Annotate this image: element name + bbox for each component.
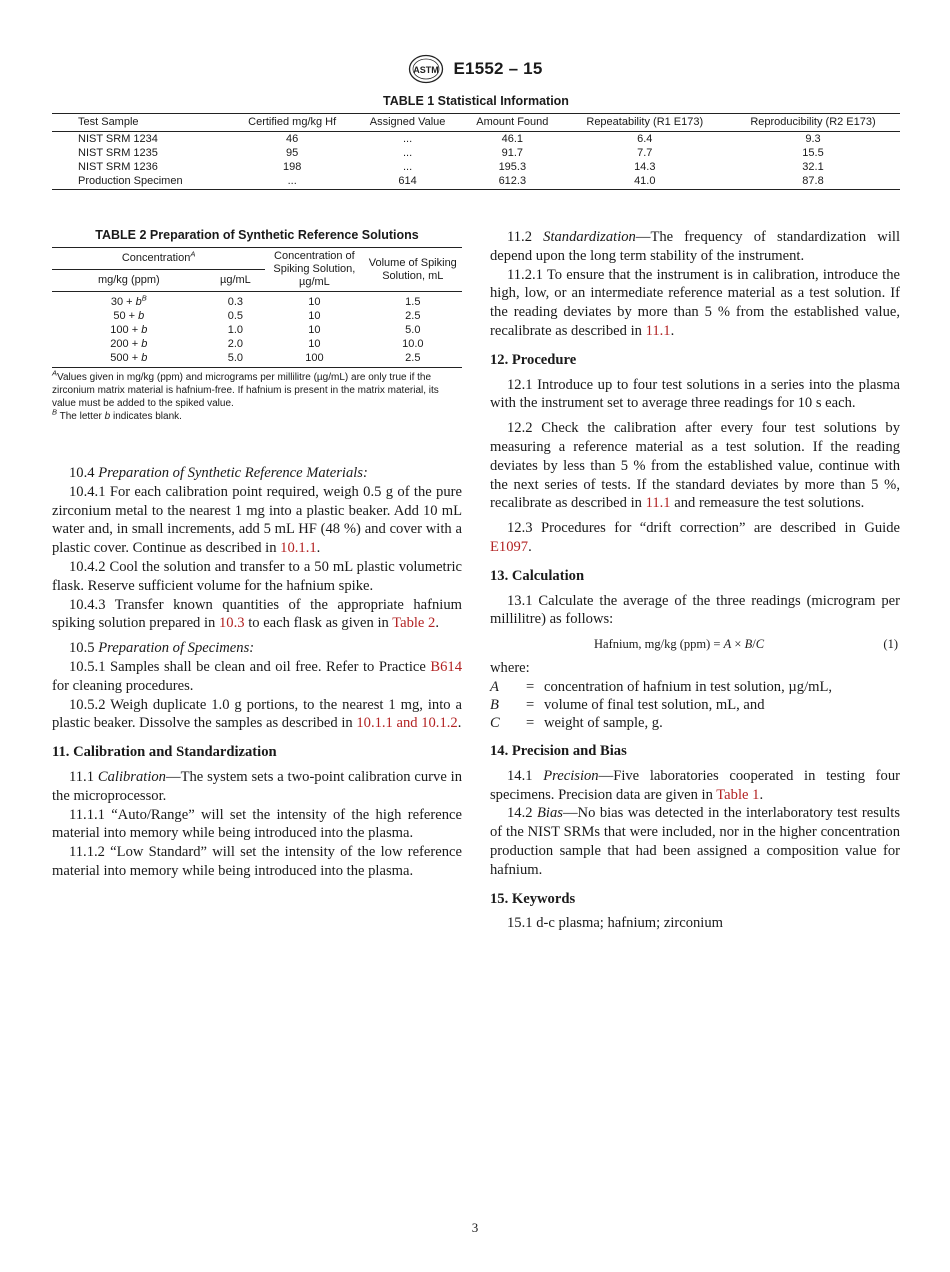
heading-12: 12. Procedure — [490, 351, 577, 368]
section-10-4-1: 10.4.1 For each calibration point required, weigh 0.5 g of the pure zirconium metal to the nearest 1 mg into a plastic beaker. Add 10 mL water and, in small increments, add 5 mL HF (48 %) and cover with a plastic cover. Continue as described in 10.1.1. — [52, 483, 462, 557]
table-cell: 9.3 — [805, 133, 821, 145]
definition-row — [490, 714, 900, 732]
table-cell: 95 — [286, 147, 299, 159]
table-cell: 200 + b — [110, 338, 148, 350]
section-12-2: 12.2 Check the calibration after every four test solutions by measuring a reference material as a test solution. If the reading deviates by less than 5 % from the established value, continue with the next series of tests. If the standard deviates by more than 5 %, recalibrate as described in 11.1 and remeasure the test solutions. — [490, 420, 900, 512]
table-1-header: Repeatability (R1 E173) — [564, 114, 726, 132]
section-10-5-2: 10.5.2 Weigh duplicate 1.0 g portions, to the nearest 1 mg, into a plastic beaker. Dissolve the samples as described in 10.1.1 and 10.1.2. — [52, 696, 462, 732]
ref-e1097-link[interactable]: E1097 — [490, 538, 529, 555]
table-cell: 91.7 — [501, 147, 524, 159]
table-cell: NIST SRM 1236 — [78, 161, 158, 173]
table-cell: 198 — [282, 161, 302, 173]
table-cell: 100 — [265, 351, 363, 368]
definition-symbol: B — [490, 696, 499, 713]
section-11-2-1: 11.2.1 To ensure that the instrument is in calibration, introduce the high, low, or an intermediate reference material as a test solution. If the reading deviates by more than 5 % from the established value, recalibrate as described in 11.1. — [490, 266, 900, 339]
ref-table-1-link[interactable]: Table 1 — [716, 786, 760, 803]
section-11-1-1: 11.1.1 “Auto/Range” will set the intensity of the high reference material into memory while being introduced into the plasma. — [52, 806, 462, 842]
table-cell: NIST SRM 1235 — [78, 147, 158, 159]
document-id: E1552 – 15 — [453, 59, 543, 78]
definition-equals: = — [526, 714, 535, 731]
table-1 — [52, 94, 900, 190]
section-11-1-2: 11.1.2 “Low Standard” will set the intensity of the low reference material into memory while being introduced into the plasma. — [52, 844, 462, 879]
table-cell: 10.0 — [402, 338, 424, 350]
ref-10-1-1-and-10-1-2-link[interactable]: 10.1.1 and 10.1.2 — [356, 715, 458, 732]
section-12-3: 12.3 Procedures for “drift correction” are described in Guide E1097. — [490, 520, 900, 555]
table-cell: 32.1 — [802, 161, 824, 173]
table-cell: 50 + b — [113, 310, 145, 322]
table-row — [52, 337, 462, 351]
table-cell: 14.3 — [634, 161, 656, 173]
heading-13: 13. Calculation — [490, 567, 585, 584]
table-1-header: Reproducibility (R2 E173) — [726, 114, 900, 132]
table-1-header: Assigned Value — [354, 114, 461, 132]
section-14-1: 14.1 Precision—Five laboratories cooperated in testing four specimens. Precision data are given in Table 1. — [490, 767, 900, 803]
table-cell: 10 — [308, 296, 321, 308]
definition-equals: = — [526, 696, 535, 713]
section-12-1: 12.1 Introduce up to four test solutions in a series into the plasma with the instrument set to average three readings for 10 s each. — [490, 376, 900, 412]
table-cell: $30 + b^B$ — [110, 293, 147, 308]
table-cell: 195.3 — [498, 161, 527, 173]
section-10-4-3: 10.4.3 Transfer known quantities of the appropriate hafnium spiking solution prepared in 10.3 to each flask as given in Table 2. — [52, 596, 462, 632]
table-row — [52, 323, 462, 337]
section-14-2: 14.2 Bias—No bias was detected in the interlaboratory test results of the NIST SRMs that were included, nor in the higher concentration production sample that had been assigned a composition value for hafnium. — [490, 805, 900, 878]
definition-text: weight of sample, g. — [544, 714, 663, 731]
table-cell: 46 — [286, 133, 299, 145]
section-15-1: 15.1 d-c plasma; hafnium; zirconium — [507, 915, 724, 932]
table-2-header: mg/kg (ppm) — [52, 270, 206, 292]
table-cell: Production Specimen — [52, 174, 230, 190]
table-cell: 1.0 — [227, 324, 244, 336]
table-1-header: Certified mg/kg Hf — [230, 114, 354, 132]
section-10-4-2: 10.4.2 Cool the solution and transfer to a 50 mL plastic volumetric flask. Reserve sufficient volume for the hafnium spike. — [52, 558, 462, 594]
table-1-caption: TABLE 1 Statistical Information — [383, 94, 569, 108]
table-cell: ... — [403, 133, 413, 145]
table-cell: ... — [403, 147, 413, 159]
astm-logo-icon — [408, 54, 444, 84]
equation-1 — [490, 633, 900, 655]
where-label: where: — [490, 660, 530, 677]
definition-row — [490, 678, 900, 696]
table-cell: 0.3 — [227, 296, 244, 308]
table-cell: 2.5 — [364, 351, 462, 368]
heading-15: 15. Keywords — [490, 890, 576, 907]
heading-11: 11. Calibration and Standardization — [52, 744, 277, 761]
definition-text: concentration of hafnium in test solution, µg/mL, — [544, 678, 833, 695]
table-2-header: µg/mL — [206, 270, 266, 292]
table-cell: 41.0 — [564, 174, 726, 190]
table-cell: 1.5 — [405, 296, 421, 308]
table-2-footnote-a: $^A$Values given in mg/kg (ppm) and micrograms per millilitre (µg/mL) are only true if the zirconium matrix material is hafnium-free. If hafnium is present in the matrix material, its value must be added to the spiked value. — [52, 368, 439, 409]
table-cell: 500 + b — [52, 351, 206, 368]
ref-table-2-link[interactable]: Table 2 — [392, 615, 436, 632]
section-11-1: 11.1 Calibration—The system sets a two-point calibration curve in the microprocessor. — [52, 768, 463, 804]
table-cell: 614 — [354, 174, 461, 190]
table-cell: 0.5 — [227, 310, 244, 322]
table-cell: 6.4 — [637, 133, 653, 145]
table-1-header: Test Sample — [52, 114, 230, 132]
heading-14: 14. Precision and Bias — [490, 742, 627, 759]
table-row — [52, 351, 462, 368]
ref-11-1-link[interactable]: 11.1 — [645, 495, 671, 512]
table-cell: 10 — [308, 324, 321, 336]
ref-10-3-link[interactable]: 10.3 — [219, 615, 245, 632]
table-cell: 612.3 — [461, 174, 563, 190]
left-column — [52, 464, 462, 881]
page-number: 3 — [471, 1220, 479, 1235]
table-row — [52, 132, 900, 147]
table-2-header: Volume of Spiking Solution, mL — [364, 248, 462, 292]
table-cell: 5.0 — [206, 351, 266, 368]
equation-number: (1) — [883, 637, 898, 652]
section-10-5-1: 10.5.1 Samples shall be clean and oil free. Refer to Practice B614 for cleaning procedures. — [52, 658, 462, 694]
table-2-footnote-b: $^B$ The letter b indicates blank. — [52, 407, 182, 422]
right-column — [490, 228, 900, 939]
definition-symbol: C — [490, 714, 500, 731]
definition-row — [490, 696, 900, 714]
table-1-header: Amount Found — [461, 114, 563, 132]
page-header — [0, 54, 950, 84]
table-row — [52, 292, 462, 310]
table-cell: 87.8 — [726, 174, 900, 190]
equation-expression: Hafnium, mg/kg (ppm) = A × B/C — [594, 637, 765, 652]
definition-text: volume of final test solution, mL, and — [544, 696, 765, 713]
table-2 — [52, 228, 462, 423]
table-cell: 7.7 — [637, 147, 653, 159]
ref-11-1-link[interactable]: 11.1 — [645, 322, 671, 339]
astm-logo-text: ASTM — [412, 65, 439, 75]
ref-b614-link[interactable]: B614 — [430, 658, 462, 675]
table-cell: 15.5 — [802, 147, 824, 159]
ref-10-1-1-link[interactable]: 10.1.1 — [280, 540, 317, 557]
table-2-caption: TABLE 2 Preparation of Synthetic Reference Solutions — [95, 228, 419, 242]
definition-equals: = — [526, 678, 535, 695]
table-cell: 10 — [308, 310, 321, 322]
table-2-group-header: Concentration$^A$ — [52, 248, 265, 270]
table-row — [52, 309, 462, 323]
table-row — [52, 160, 900, 174]
table-cell: ... — [230, 174, 354, 190]
definition-symbol: A — [490, 678, 499, 695]
table-1-grid — [52, 113, 900, 190]
section-10-4: 10.4 Preparation of Synthetic Reference Materials: — [69, 465, 368, 481]
section-11-2: 11.2 Standardization—The frequency of standardization will depend upon the long term stability of the instrument. — [490, 229, 900, 264]
table-cell: 46.1 — [501, 133, 524, 145]
table-cell: NIST SRM 1234 — [78, 133, 158, 145]
table-cell: 10 — [308, 338, 321, 350]
table-cell: 2.0 — [227, 338, 244, 350]
table-cell: ... — [403, 161, 413, 173]
table-cell: 5.0 — [405, 324, 421, 336]
table-cell: 100 + b — [110, 324, 148, 336]
table-2-header: Concentration of Spiking Solution, µg/mL — [265, 248, 363, 292]
section-10-5: 10.5 Preparation of Specimens: — [69, 640, 255, 657]
table-row — [52, 146, 900, 160]
table-cell: 2.5 — [405, 310, 421, 322]
table-row — [52, 174, 900, 190]
table-2-grid — [52, 247, 462, 368]
section-13-1: 13.1 Calculate the average of the three readings (microgram per millilitre) as follows: — [490, 592, 900, 628]
